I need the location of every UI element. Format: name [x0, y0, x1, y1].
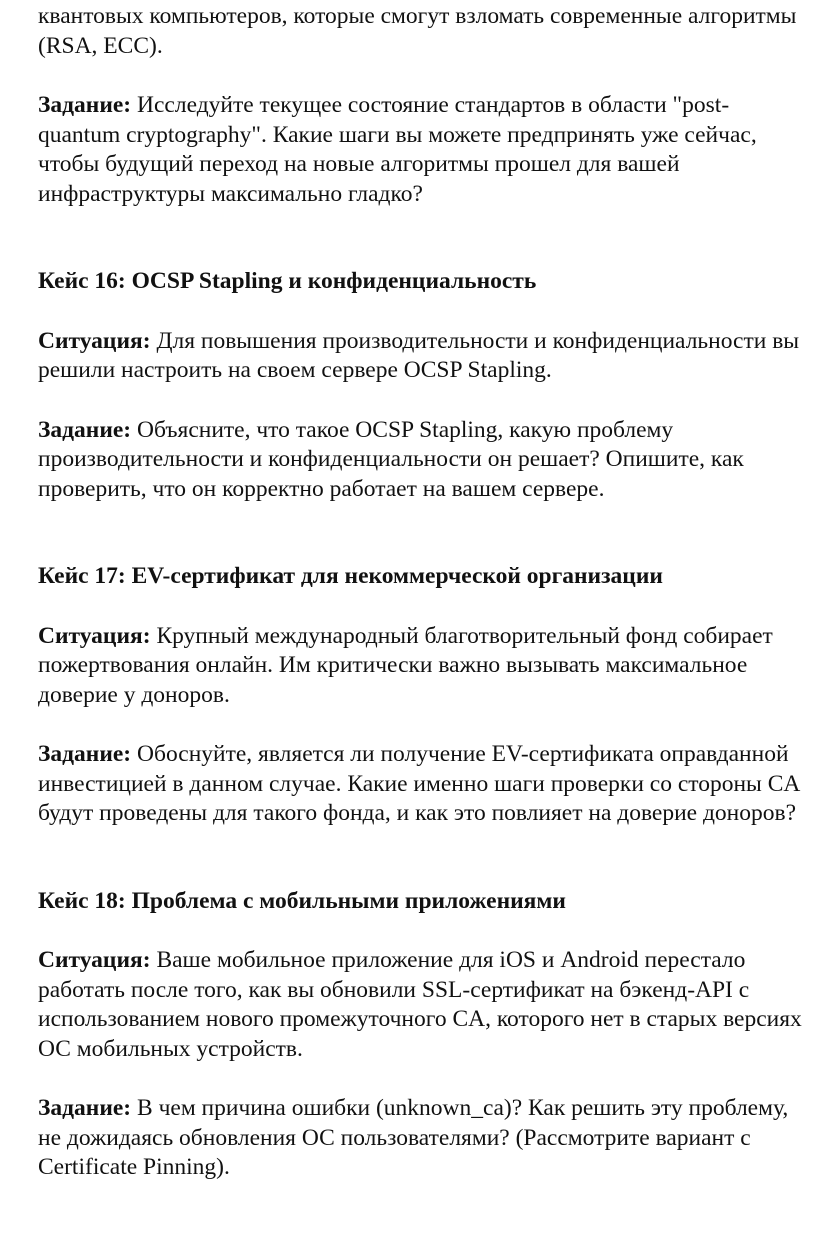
case-18-situation — [38, 946, 810, 1064]
situation-label: Ситуация: — [38, 622, 151, 649]
case-17-title: Кейс 17: EV-сертификат для некоммерческой организации — [38, 563, 663, 589]
task-text: Объясните, что такое OCSP Stapling, какую проблему производительности и конфиденциальности он решает? Опишите, как проверить, что он корректно работает на вашем сервере. — [38, 416, 744, 502]
task-text: В чем причина ошибки (unknown_ca)? Как решить эту проблему, не дожидаясь обновления ОС пользователями? (Рассмотрите вариант с Certificate Pinning). — [38, 1095, 789, 1180]
task-text: Обоснуйте, является ли получение EV-сертификата оправданной инвестицией в данном случае. Какие именно шаги проверки со стороны CA будут проведены для такого фонда, и как это повлияет на доверие доноров? — [38, 741, 800, 826]
case-18-task — [38, 1094, 810, 1183]
situation-label: Ситуация: — [38, 947, 151, 973]
task-text: Исследуйте текущее состояние стандартов в области "post-quantum cryptography". Какие шаги вы можете предпринять уже сейчас, чтобы будущий переход на новые алгоритмы прошел для вашей инфраструктуры максимально гладко? — [38, 92, 757, 207]
case-16-situation — [38, 327, 810, 386]
situation-text: Для повышения производительности и конфиденциальности вы решили настроить на своем сервере OCSP Stapling. — [38, 327, 800, 383]
task-label: Задание: — [38, 92, 132, 118]
case-17-task — [38, 740, 810, 829]
case-16-task — [38, 416, 810, 505]
task-label: Задание: — [38, 1095, 132, 1121]
task-label: Задание: — [38, 741, 132, 767]
document-page — [38, 0, 810, 1183]
case-18-title: Кейс 18: Проблема с мобильными приложениями — [38, 887, 566, 914]
case-17-situation — [38, 622, 810, 711]
case-16-title: Кейс 16: OCSP Stapling и конфиденциальность — [38, 268, 537, 294]
task-label: Задание: — [38, 416, 132, 443]
intro-task-paragraph — [38, 91, 810, 209]
situation-text: Ваше мобильное приложение для iOS и Android перестало работать после того, как вы обновили SSL-сертификат на бэкенд-API с использованием нового промежуточного CA, которого нет в старых версиях ОС мобильных устройств. — [38, 947, 802, 1062]
intro-paragraph: квантовых компьютеров, которые смогут взломать современные алгоритмы (RSA, ECC). — [38, 3, 797, 59]
situation-label: Ситуация: — [38, 327, 151, 354]
situation-text: Крупный международный благотворительный фонд собирает пожертвования онлайн. Им критически важно вызывать максимальное доверие у доноров. — [38, 622, 773, 708]
